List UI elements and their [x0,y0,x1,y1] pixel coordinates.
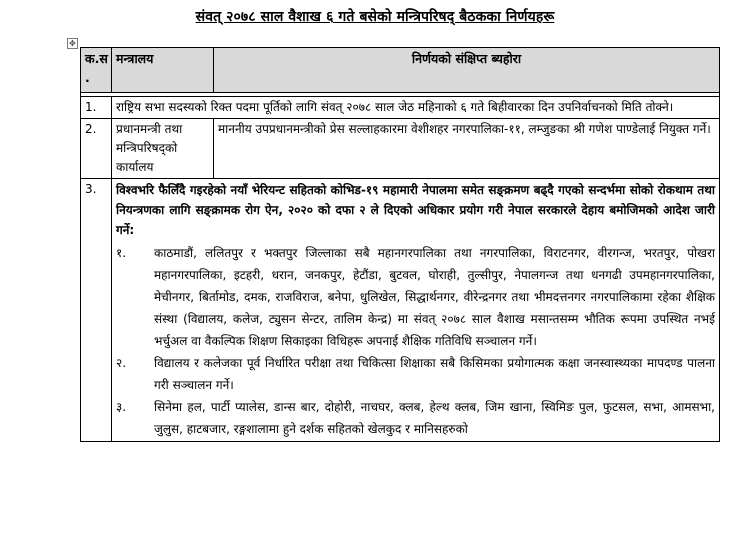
table-row [81,119,720,179]
decisions-table [80,47,720,442]
list-item-text: सिनेमा हल, पार्टी प्यालेस, डान्स बार, दोहोरी, नाचघर, क्लब, हेल्थ क्लब, जिम खाना, स्विमिङ पुल, फुटसल, सभा, आमसभा, जुलुस, हाटबजार, रङ्गशालामा हुने दर्शक सहितको खेलकुद र मानिसहरुको [154,400,715,436]
table-row [81,179,720,442]
list-item [116,352,715,396]
row-ministry: प्रधानमन्त्री तथा मन्त्रिपरिषद्को कार्यालय [112,119,214,179]
list-item-number: १. [116,246,127,260]
header-ministry: मन्त्रालय [112,48,214,93]
list-item-number: २. [116,356,127,370]
header-serial-label: क.स [85,51,108,66]
row-detail: माननीय उपप्रधानमन्त्रीको प्रेस सल्लाहकारमा वेशीशहर नगरपालिका-११, लम्जुङका श्री गणेश पाण्डेलाई नियुक्त गर्ने। [214,119,720,179]
header-serial-dot: . [85,70,90,85]
row-intro: विश्वभरि फैलिँदै गइरहेको नयाँ भेरियन्ट सहितको कोभिड-१९ महामारी नेपालमा समेत सङ्क्रमण बढ्दै गएको सन्दर्भमा सोको रोकथाम तथा नियन्त्रणका लागि सङ्क्रामक रोग ऐन, २०२० को दफा २ ले दिएको अधिकार प्रयोग गरी नेपाल सरकारले देहाय बमोजिमको आदेश जारी गर्ने: [116,183,715,237]
table-header-row [81,48,720,93]
list-item [116,396,715,440]
row-detail [112,179,720,442]
document-title: संवत् २०७८ साल वैशाख ६ गते बसेको मन्त्रिपरिषद् बैठकका निर्णयहरू [195,9,555,25]
row-number: 3. [81,179,112,442]
row-number: 2. [81,119,112,179]
header-decision-summary: निर्णयको संक्षिप्त ब्यहोरा [214,48,720,93]
list-item-text: विद्यालय र कलेजका पूर्व निर्धारित परीक्षा तथा चिकित्सा शिक्षाका सबै किसिमका प्रयोगात्मक कक्षा जनस्वास्थ्यका मापदण्ड पालना गरी सञ्चालन गर्ने। [154,356,715,392]
list-item-text: काठमाडौं, ललितपुर र भक्तपुर जिल्लाका सबै महानगरपालिका तथा नगरपालिका, विराटनगर, वीरगन्ज, भरतपुर, पोखरा महानगरपालिका, इटहरी, धरान, जनकपुर, हेटौंडा, बुटवल, घोराही, तुल्सीपुर, नेपालगन्ज तथा धनगढी उपमहानगरपालिका, मेचीनगर, बिर्तामोड, दमक, राजविराज, बनेपा, धुलिखेल, सिद्धार्थनगर, वीरेन्द्रनगर तथा भीमदत्तनगर नगरपालिकामा रहेका शैक्षिक संस्था (विद्यालय, कलेज, ट्युसन सेन्टर, तालिम केन्द्र) मा संवत् २०७८ साल वैशाख मसान्तसम्म भौतिक रूपमा उपस्थित नभई भर्चुअल वा वैकल्पिक शिक्षण सिकाइका विधिहरू अपनाई शैक्षिक गतिविधि सञ्चालन गर्ने। [154,246,715,348]
list-item-number: ३. [116,400,127,414]
header-serial-number [81,48,112,93]
move-handle-icon[interactable]: ✥ [67,38,78,49]
row-detail: राष्ट्रिय सभा सदस्यको रिक्त पदमा पूर्तिको लागि संवत् २०७८ साल जेठ महिनाको ६ गते बिहीवारका दिन उपनिर्वाचनको मिति तोक्ने। [112,97,720,119]
table-row [81,97,720,119]
list-item [116,242,715,352]
decision-list [116,242,715,440]
row-number: 1. [81,97,112,119]
